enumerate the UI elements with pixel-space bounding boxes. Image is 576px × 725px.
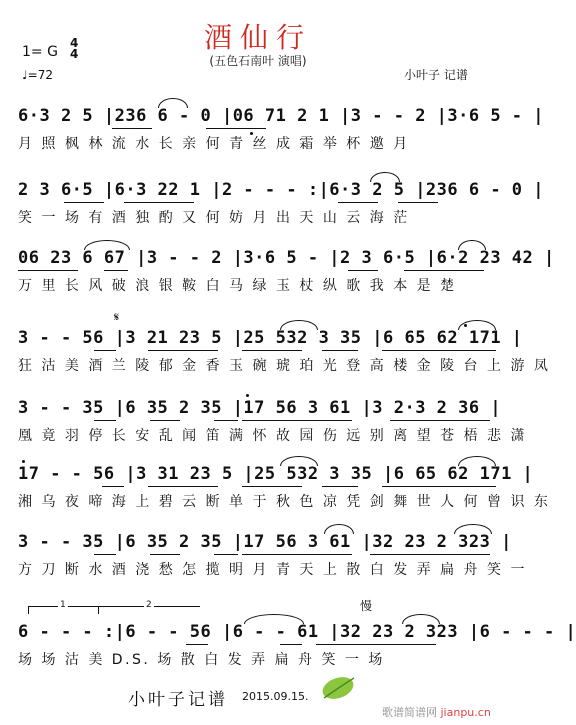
beam bbox=[150, 420, 180, 421]
slur bbox=[458, 240, 486, 250]
lyrics-line: 狂 沽 美 酒 兰 陵 郁 金 香 玉 碗 琥 珀 光 登 高 楼 金 陵 台 上 游 凤 bbox=[18, 358, 551, 374]
volta-bracket-1-tick bbox=[28, 606, 29, 614]
beam bbox=[104, 270, 128, 271]
beam bbox=[370, 554, 490, 555]
quarter-note-icon: ♩ bbox=[22, 68, 28, 82]
beam bbox=[242, 554, 352, 555]
notation-line: 17 - - 56 |3 31 23 5 |25 532 3 35 |6 65 62 171 | bbox=[18, 464, 534, 484]
notation-line: 06 23 6 67 |3 - - 2 |3·6 5 - |2 3 6·5 |6·2 23 42 | bbox=[18, 248, 555, 268]
high-octave-dot bbox=[246, 394, 249, 397]
volta-bracket-2-tick bbox=[98, 606, 99, 614]
beam bbox=[18, 270, 78, 271]
beam bbox=[316, 644, 436, 645]
lyrics-line: 场 场 沽 美 D.S. 场 散 白 发 弄 扁 舟 笑 一 场 bbox=[18, 652, 385, 668]
time-signature bbox=[70, 38, 78, 60]
slur bbox=[280, 320, 318, 330]
beam bbox=[242, 486, 302, 487]
notation-line: 3 - - 35 |6 35 2 35 |17 56 3 61 |32 23 2 323 | bbox=[18, 532, 512, 552]
tempo-slow-mark: 慢 bbox=[360, 599, 373, 613]
slur bbox=[158, 98, 188, 108]
volta-number-1: 1 bbox=[60, 600, 66, 610]
signature-date: 2015.09.15. bbox=[242, 690, 309, 703]
slur bbox=[370, 172, 400, 182]
lyrics-line: 湘 乌 夜 啼 海 上 碧 云 断 单 于 秋 色 凉 凭 剑 舞 世 人 何 曾 识 东 bbox=[18, 494, 551, 510]
time-signature-top: 4 bbox=[70, 36, 79, 50]
beam bbox=[214, 554, 238, 555]
lyrics-line: 凰 竟 羽 停 长 安 乱 闻 笛 满 怀 故 园 伤 远 别 离 望 苍 梧 悲 潇 bbox=[18, 428, 527, 444]
high-octave-dot bbox=[22, 460, 25, 463]
beam bbox=[186, 644, 208, 645]
beam bbox=[338, 202, 378, 203]
beam bbox=[382, 486, 496, 487]
beam bbox=[214, 420, 238, 421]
slur bbox=[402, 614, 440, 624]
beam bbox=[102, 486, 124, 487]
leaf-icon bbox=[316, 670, 360, 708]
notation-line: 6 - - - :|6 - - 56 |6 - - 61 |32 23 2 323 |6 - - - | bbox=[18, 622, 576, 642]
beam bbox=[404, 270, 484, 271]
high-octave-dot bbox=[464, 324, 467, 327]
beam bbox=[322, 486, 358, 487]
slur bbox=[324, 524, 354, 534]
watermark-url: jianpu.cn bbox=[440, 706, 491, 719]
beam bbox=[242, 350, 302, 351]
handwritten-signature: 小叶子记谱 bbox=[128, 690, 228, 710]
beam bbox=[348, 270, 378, 271]
beam bbox=[94, 554, 116, 555]
notation-line: 3 - - 56 |3 21 23 5 |25 532 3 35 |6 65 62 171 | bbox=[18, 328, 523, 348]
beam bbox=[398, 202, 438, 203]
beam bbox=[94, 420, 116, 421]
beam bbox=[148, 486, 218, 487]
volta-number-2: 2 bbox=[146, 600, 152, 610]
low-octave-dot bbox=[250, 132, 253, 135]
beam bbox=[382, 350, 496, 351]
beam bbox=[112, 128, 152, 129]
arranger-credit: 小叶子 记谱 bbox=[404, 68, 468, 82]
beam bbox=[322, 350, 358, 351]
beam bbox=[94, 350, 116, 351]
slur bbox=[244, 614, 304, 624]
lyrics-line: 方 刀 断 水 酒 浇 愁 怎 揽 明 月 青 天 上 散 白 发 弄 扁 舟 笑 一 bbox=[18, 562, 527, 578]
tempo-value: =72 bbox=[27, 68, 53, 82]
notation-line: 6·3 2 5 |236 6 - 0 |06 71 2 1 |3 - - 2 |3·6 5 - | bbox=[18, 106, 545, 126]
slur bbox=[280, 456, 318, 466]
lyrics-line: 笑 一 场 有 酒 独 酌 又 何 妨 月 出 天 山 云 海 茫 bbox=[18, 210, 410, 226]
time-signature-bottom: 4 bbox=[70, 47, 79, 61]
performer-subtitle: (五色石南叶 演唱) bbox=[209, 54, 307, 68]
beam bbox=[280, 644, 302, 645]
song-title: 酒仙行 bbox=[203, 21, 312, 54]
key-signature: 1= G bbox=[22, 44, 58, 60]
site-watermark bbox=[382, 704, 491, 720]
watermark-site: 歌谱简谱网 bbox=[382, 706, 437, 719]
notation-line: 3 - - 35 |6 35 2 35 |17 56 3 61 |3 2·3 2 36 | bbox=[18, 398, 502, 418]
beam bbox=[150, 554, 180, 555]
slur bbox=[454, 524, 492, 534]
slur bbox=[458, 456, 496, 466]
beam bbox=[148, 350, 218, 351]
segno-sign: 𝄋 bbox=[114, 310, 120, 324]
beam bbox=[390, 420, 490, 421]
beam bbox=[206, 128, 266, 129]
beam bbox=[242, 420, 352, 421]
notation-line: 2 3 6·5 |6·3 22 1 |2 - - - :|6·3 2 5 |236 6 - 0 | bbox=[18, 180, 545, 200]
beam bbox=[124, 202, 194, 203]
beam bbox=[64, 202, 104, 203]
lyrics-line: 万 里 长 风 破 浪 银 鞍 白 马 绿 玉 杖 纵 歌 我 本 是 楚 bbox=[18, 278, 457, 294]
tempo-marking bbox=[22, 68, 53, 82]
lyrics-line: 月 照 枫 林 流 水 长 亲 何 青 丝 成 霜 举 杯 邀 月 bbox=[18, 136, 410, 152]
slur bbox=[84, 240, 130, 250]
